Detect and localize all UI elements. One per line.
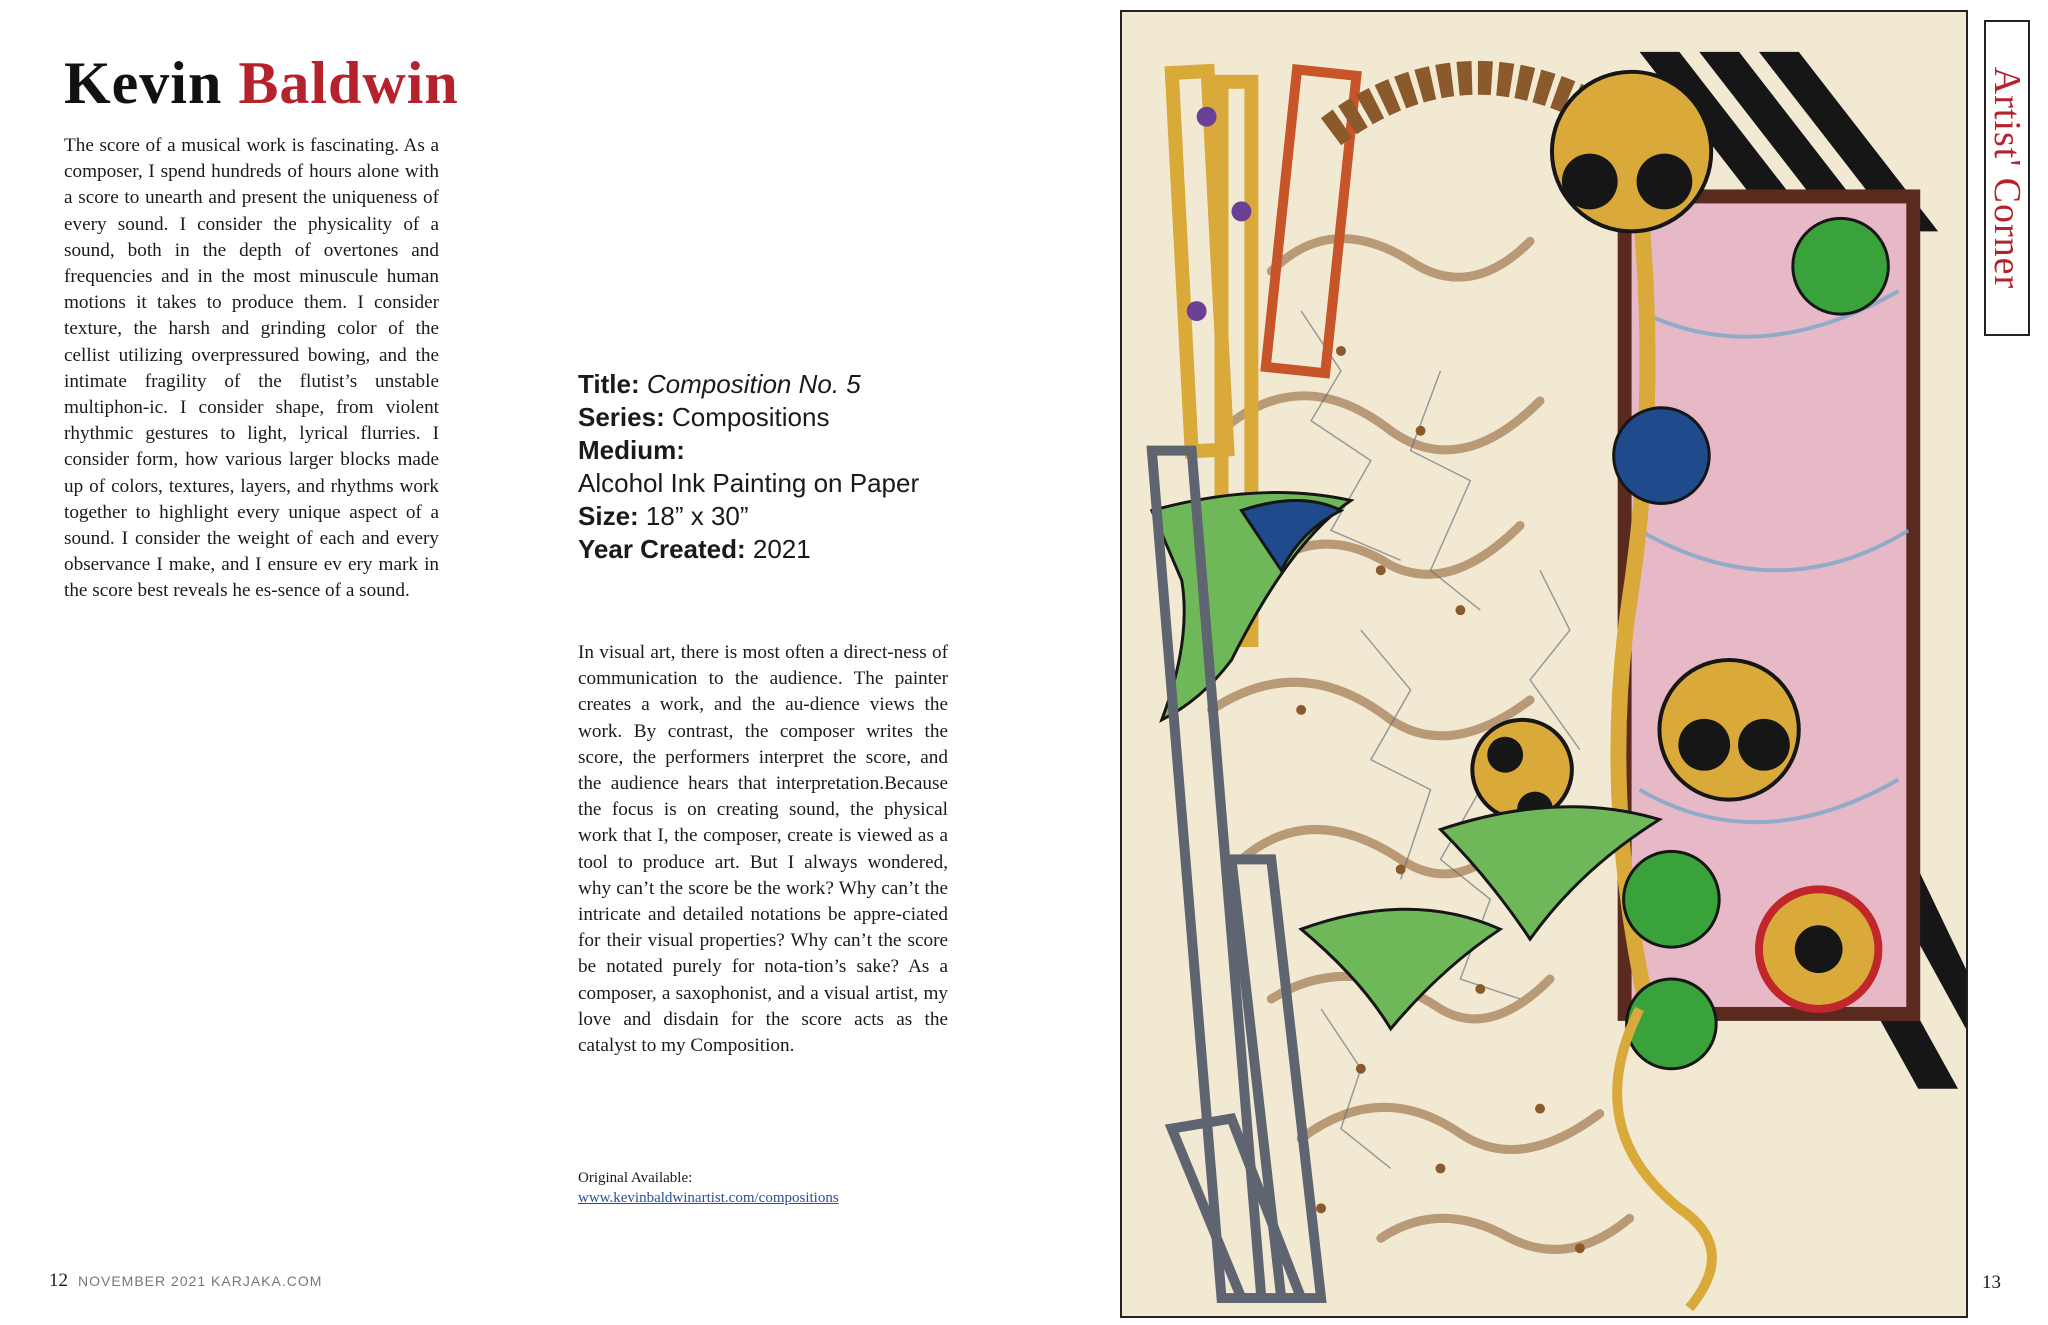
medium-label: Medium:: [578, 435, 685, 465]
title-value: Composition No. 5: [646, 369, 861, 399]
bio-paragraph: The score of a musical work is fascinating. As a composer, I spend hundreds of hours alone with a score to unearth and present the uniqueness of every sound. I consider the physicality of a sound, both in the depth of overtones and frequencies and in the most minuscule human motions it takes to produce them. I consider texture, the harsh and grinding color of the cellist utilizing overpressured bowing, and the intimate fragility of the flutist’s unstable multiphon-ic. I consider shape, from violent rhythmic gestures to light, lyrical flurries. I consider form, how various larger blocks made up of colors, textures, layers, and rhythms work together to highlight every unique aspect of a sound. I consider the weight of each and every observance I make, and I ensure ev ery mark in the score best reveals he es-sence of a sound.: [64, 135, 439, 602]
section-tab-label: Artist' Corner: [1986, 66, 2028, 290]
page-number-left: 12: [49, 1270, 68, 1291]
section-tab: [1984, 20, 2030, 336]
year-value: 2021: [752, 534, 811, 564]
series-value: Compositions: [671, 402, 830, 432]
artist-statement: In visual art, there is most often a direct-ness of communication to the audience. The painter creates a work, and the au-dience views the work. By contrast, the composer writes the score, the performers interpret the score, and the audience hears that interpretation.Because the focus is on creating sound, the physical work that I, the composer, create is viewed as a tool to produce art. But I always wondered, why can’t the score be the work? Why can’t the intricate and detailed notations be appre-ciated for their visual properties? Why can’t the score be notated purely for nota-tion’s sake? As a composer, a saxophonist, and a visual artist, my love and disdain for the score acts as the catalyst to my Composition.: [578, 642, 948, 1057]
size-label: Size:: [578, 501, 639, 531]
availability: [578, 1168, 839, 1208]
year-label: Year Created:: [578, 534, 746, 564]
painting-image: [1120, 10, 1968, 1318]
artwork-info: [578, 368, 978, 566]
page-title: [64, 50, 459, 116]
title-row: [578, 368, 978, 401]
website-link[interactable]: www.kevinbaldwinartist.com/compositions: [578, 1190, 839, 1206]
series-label: Series:: [578, 402, 665, 432]
painting-artwork: [1122, 12, 1966, 1316]
availability-label: Original Available:: [578, 1170, 693, 1186]
title-label: Title:: [578, 369, 640, 399]
year-row: [578, 533, 978, 566]
artist-last-name: Baldwin: [238, 50, 459, 116]
artist-first-name: Kevin: [64, 50, 223, 116]
footer-text: NOVEMBER 2021 KARJAKA.COM: [78, 1273, 323, 1289]
medium-row: [578, 434, 978, 467]
medium-value: Alcohol Ink Painting on Paper: [578, 468, 920, 498]
size-row: [578, 500, 978, 533]
series-row: [578, 401, 978, 434]
footer-left: [49, 1270, 322, 1292]
size-value: 18” x 30”: [645, 501, 749, 531]
page-number-right: 13: [1982, 1272, 2001, 1293]
